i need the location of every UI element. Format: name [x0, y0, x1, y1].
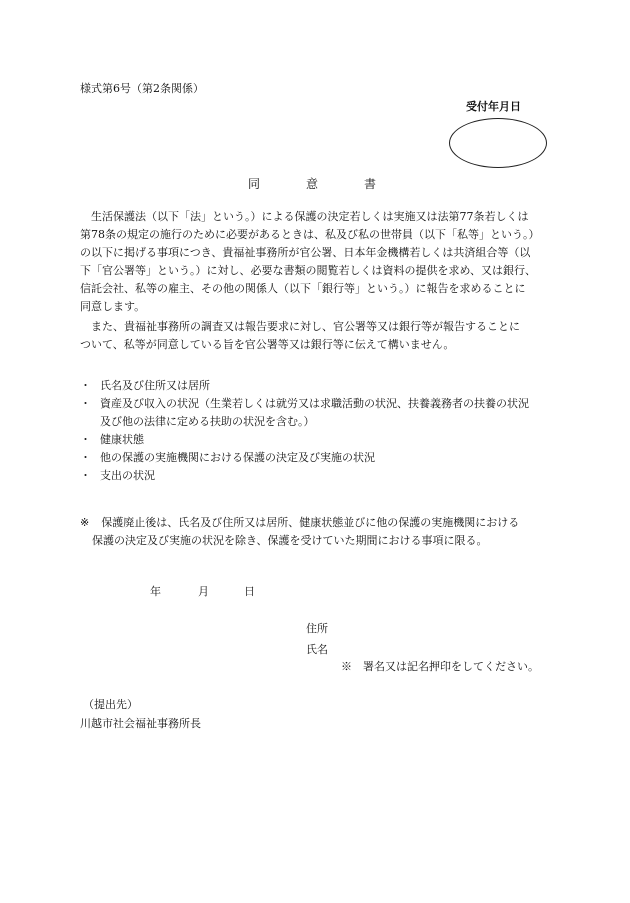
consent-paragraph-2: [80, 318, 552, 354]
list-item-text: [100, 395, 529, 431]
note-text: 保護廃止後は、氏名及び住所又は居所、健康状態並びに他の保護の実施機関における: [101, 516, 520, 529]
paragraph-line: の以下に掲げる事項につき、貴福祉事務所が官公署、日本年金機構若しくは共済組合等（以: [80, 246, 531, 259]
name-label: 氏名: [306, 643, 328, 656]
note-mark: ※: [80, 516, 90, 529]
list-item-text: [100, 377, 210, 395]
date-month-label: 月: [198, 585, 209, 598]
title-char: 同: [248, 177, 261, 191]
title-char: 意: [306, 177, 319, 191]
list-item: [80, 431, 560, 449]
paragraph-line: 生活保護法（以下「法」という。）による保護の決定若しくは実施又は法第77条若しくは: [80, 210, 529, 223]
address-label: 住所: [306, 622, 328, 635]
list-item-line: 支出の状況: [100, 469, 155, 482]
list-item-text: [100, 431, 144, 449]
signature-note: ※ 署名又は記名押印をしてください。: [341, 660, 539, 673]
list-item-line: 資産及び収入の状況（生業若しくは就労又は求職活動の状況、扶養義務者の扶養の状況: [100, 397, 529, 410]
paragraph-line: 同意します。: [80, 300, 146, 313]
paragraph-line: 信託会社、私等の雇主、その他の関係人（以下「銀行等」という。）に報告を求めることに: [80, 282, 526, 295]
document-title: [248, 178, 376, 190]
paragraph-line: 第78条の規定の施行のために必要があるときは、私及び私の世帯員（以下「私等」という。）: [80, 228, 540, 241]
bullet: ・: [80, 379, 91, 392]
list-item: [80, 377, 560, 395]
list-item-line: 健康状態: [100, 433, 144, 446]
date-year-label: 年: [150, 585, 161, 598]
date-day-label: 日: [244, 585, 255, 598]
paragraph-line: ついて、私等が同意している旨を官公署等又は銀行等に伝えて構いません。: [80, 338, 455, 351]
list-item-line: 及び他の法律に定める扶助の状況を含む。）: [100, 415, 315, 428]
bullet: ・: [80, 469, 91, 482]
receipt-date-label: 受付年月日: [466, 100, 521, 113]
list-item: [80, 395, 560, 431]
title-char: 書: [364, 177, 377, 191]
list-item: [80, 449, 560, 467]
list-item-line: 他の保護の実施機関における保護の決定及び実施の状況: [100, 451, 375, 464]
bullet: ・: [80, 433, 91, 446]
list-item-text: [100, 467, 155, 485]
date-field: [150, 586, 255, 597]
post-termination-note: [80, 514, 560, 550]
bullet: ・: [80, 397, 91, 410]
list-item-line: 氏名及び住所又は居所: [100, 379, 210, 392]
bullet: ・: [80, 451, 91, 464]
paragraph-line: また、貴福祉事務所の調査又は報告要求に対し、官公署等又は銀行等が報告することに: [80, 320, 520, 333]
list-item: [80, 467, 560, 485]
form-number: 様式第6号（第2条関係）: [80, 82, 204, 95]
submission-recipient: 川越市社会福祉事務所長: [80, 717, 201, 730]
note-line: [80, 514, 560, 532]
list-item-text: [100, 449, 375, 467]
paragraph-line: 下「官公署等」という。）に対し、必要な書類の閲覧若しくは資料の提供を求め、又は銀行、: [80, 264, 537, 277]
submission-label: （提出先）: [83, 698, 138, 711]
consent-items-list: [80, 377, 560, 485]
consent-paragraph-1: [80, 208, 552, 316]
note-line: 保護の決定及び実施の状況を除き、保護を受けていた期間における事項に限る。: [92, 534, 488, 547]
receipt-stamp-circle: [449, 118, 547, 168]
